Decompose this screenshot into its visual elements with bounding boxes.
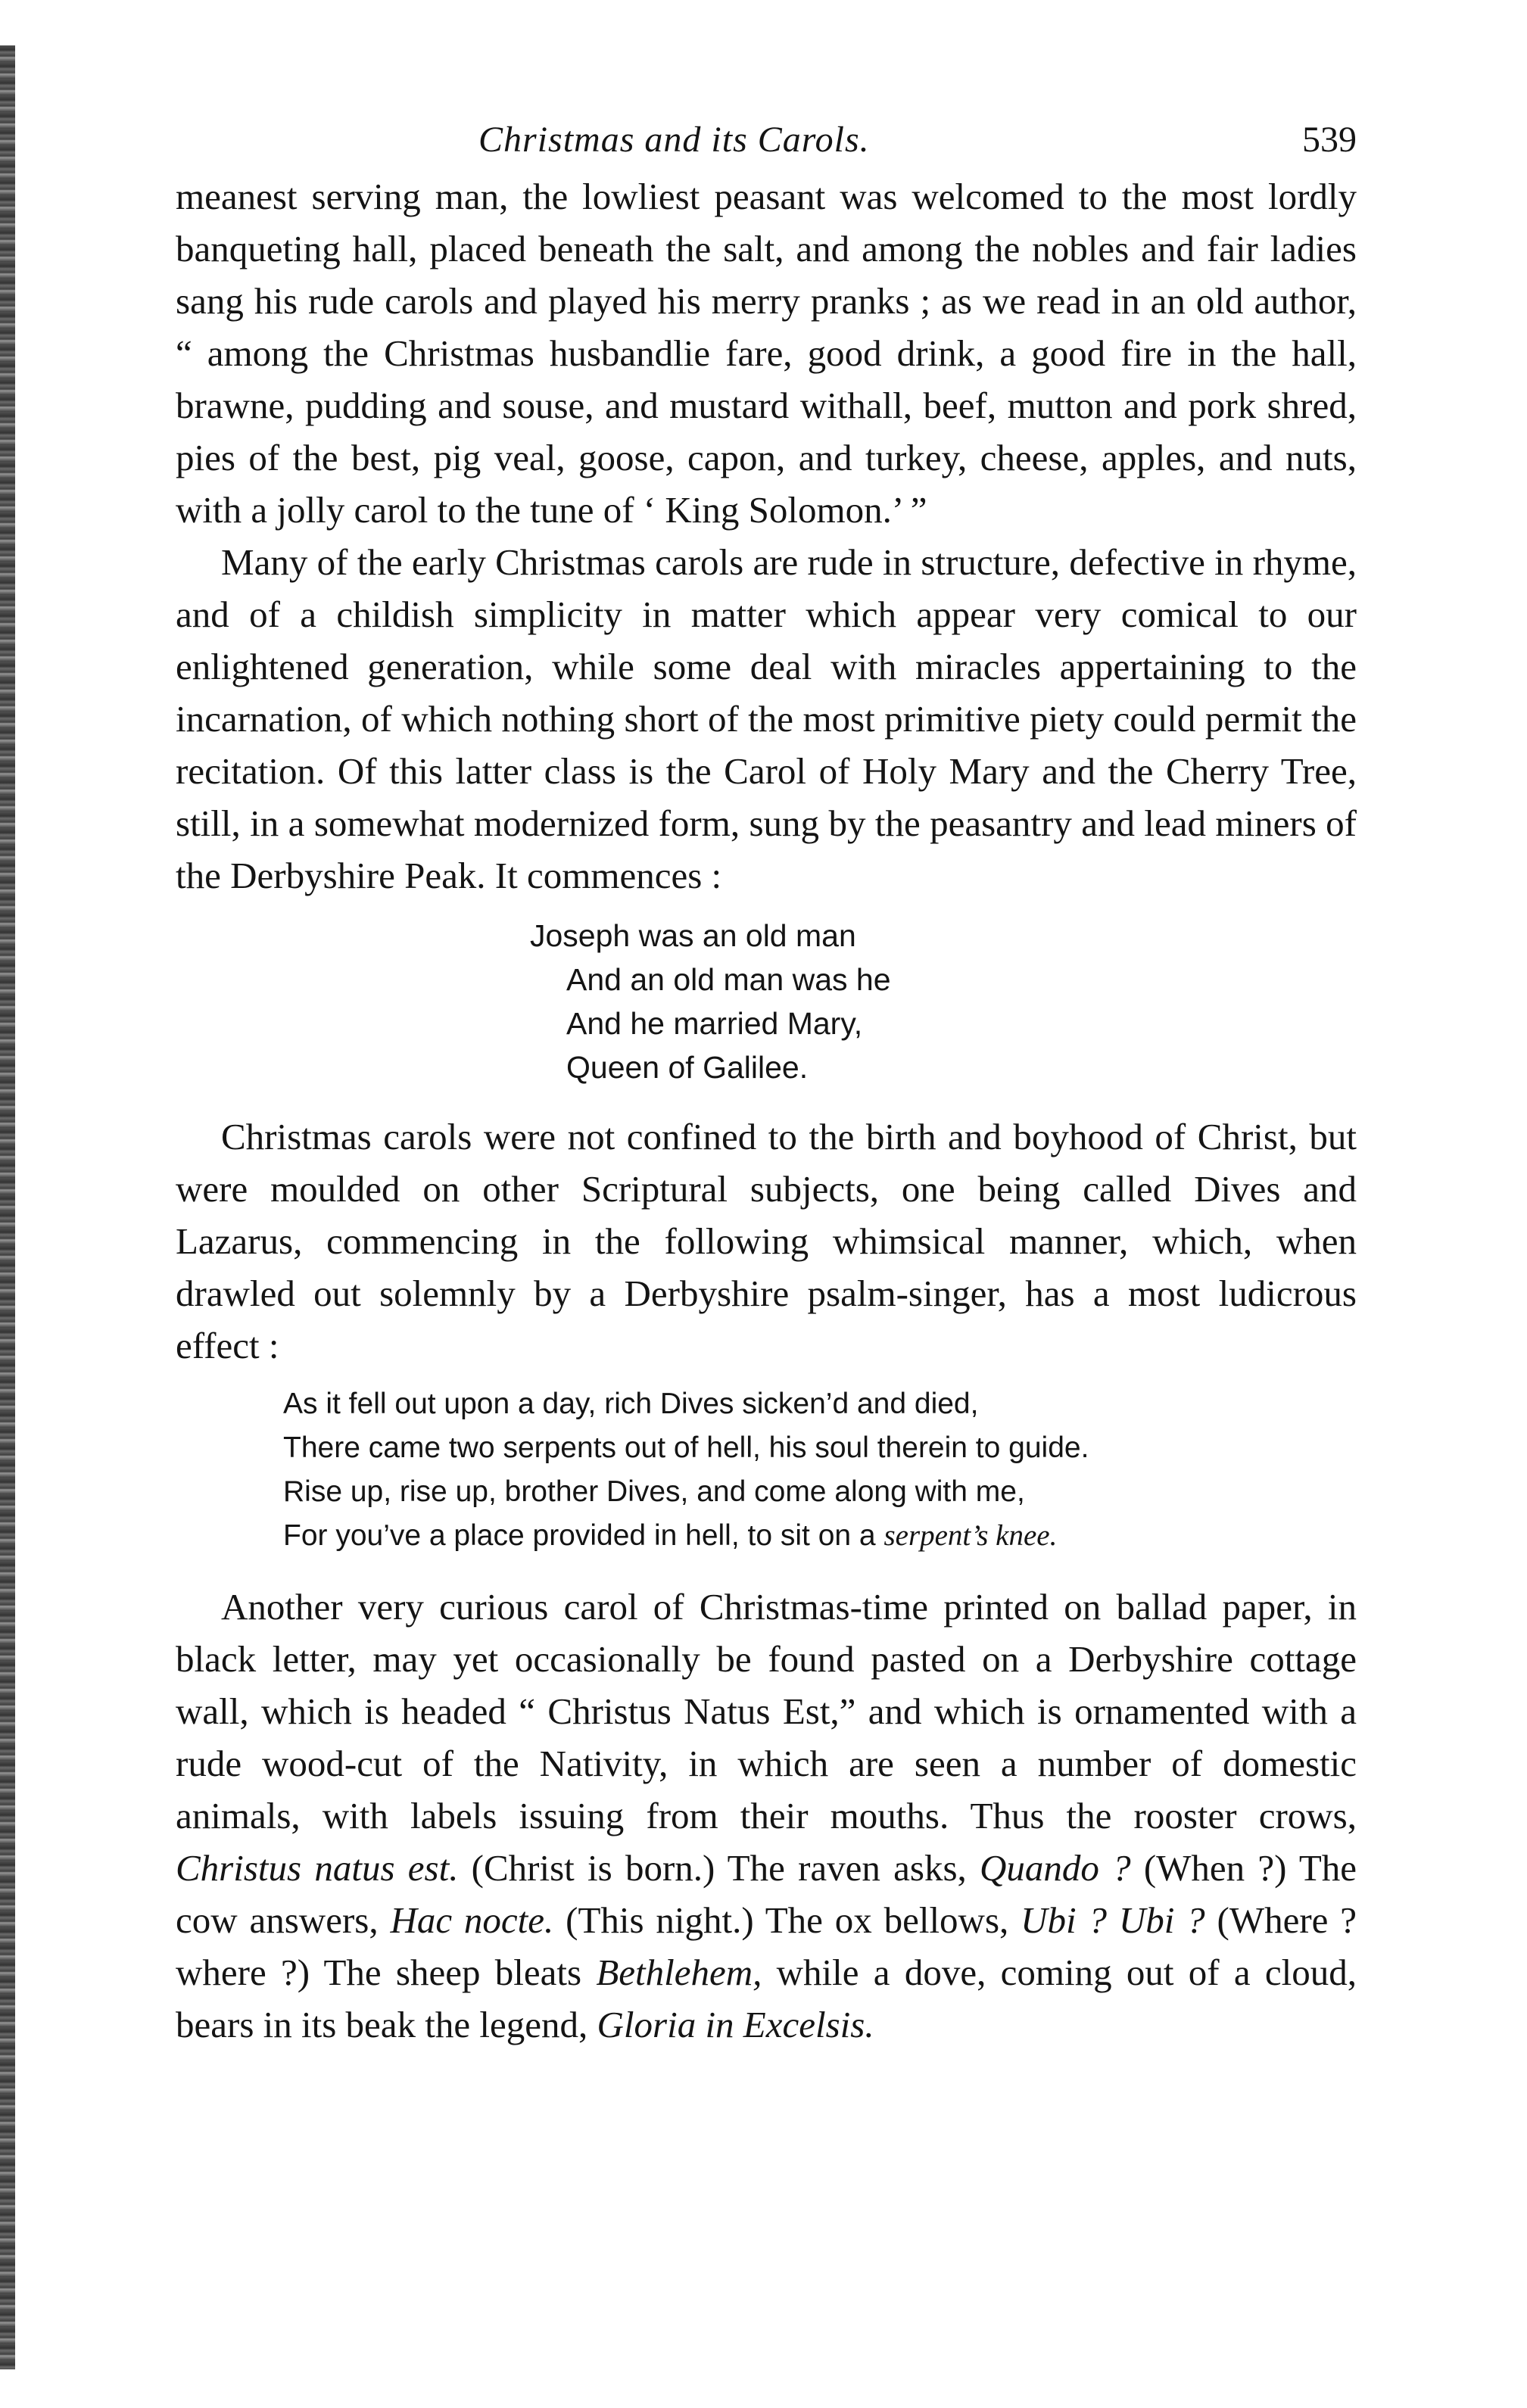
book-page (176, 110, 1357, 2051)
latin-phrase: Christus natus est. (176, 1847, 459, 1889)
text-segment: Another very curious carol of Christmas-time printed on ballad paper, in black letter, may yet occasionally be found pasted on a Derbyshire cottage wall, which is headed “ Christus Natus Est,” and which is ornamented with a rude wood-cut of the Nativity, in which are seen a number of domestic animals, with labels issuing from their mouths. Thus the rooster crows, (176, 1586, 1357, 1836)
verse-line: Rise up, rise up, brother Dives, and come along with me, (283, 1475, 1025, 1508)
verse-line: Joseph was an old man (530, 918, 856, 953)
running-head (176, 110, 1357, 170)
verse-cherry-tree (530, 914, 1357, 1089)
verse-line: Queen of Galilee. (566, 1050, 809, 1085)
latin-phrase: Quando ? (980, 1847, 1131, 1889)
latin-phrase: Gloria in Excelsis. (597, 2004, 874, 2045)
text-segment: (When ?) The cow answers, (176, 1847, 1357, 1941)
verse-line: And he married Mary, (566, 1006, 863, 1041)
running-title: Christmas and its Carols. (478, 120, 870, 160)
text-segment: (Christ is born.) The raven asks, (458, 1847, 980, 1889)
verse-line: And an old man was he (566, 962, 891, 997)
verse-dives (283, 1382, 1357, 1558)
text-segment: (This night.) The ox bellows, (553, 1899, 1021, 1941)
page-number: 539 (1302, 120, 1357, 160)
paragraph-christus-natus (176, 1581, 1357, 2051)
latin-phrase: Bethlehem, (596, 1952, 762, 1993)
paragraph-banquet: meanest serving man, the lowliest peasant was welcomed to the most lordly banqueting hall, placed beneath the salt, and among the nobles and fair ladies sang his rude carols and played his merry pranks ; as we read in an old author, “ among the Christmas husbandlie fare, good drink, a good fire in the hall, brawne, pudding and souse, and mustard withall, beef, mutton and pork shred, pies of the best, pig veal, goose, capon, and turkey, cheese, apples, and nuts, with a jolly carol to the tune of ‘ King Solomon.’ ” (176, 176, 1357, 531)
text-segment: (Where ? where ?) The sheep bleats (176, 1899, 1357, 1993)
verse-line-text: For you’ve a place provided in hell, to sit on a (283, 1519, 884, 1552)
verse-line: There came two serpents out of hell, his soul therein to guide. (283, 1431, 1089, 1464)
page-binding-edge (0, 45, 15, 2369)
paragraph-dives-lazarus: Christmas carols were not confined to the birth and boyhood of Christ, but were moulded on other Scriptural subjects, one being called Dives and Lazarus, commencing in the following whimsical manner, which, when drawled out solemnly by a Derbyshire psalm-singer, has a most ludicrous effect : (176, 1116, 1357, 1366)
latin-phrase: Hac nocte. (390, 1899, 554, 1941)
verse-line: As it fell out upon a day, rich Dives sicken’d and died, (283, 1388, 979, 1420)
verse-line-italic: serpent’s knee. (883, 1519, 1058, 1552)
paragraph-early-carols: Many of the early Christmas carols are rude in structure, defective in rhyme, and of a childish simplicity in matter which appear very comical to our enlightened generation, while some deal with miracles appertaining to the incarnation, of which nothing short of the most primitive piety could permit the recitation. Of this latter class is the Carol of Holy Mary and the Cherry Tree, still, in a somewhat modernized form, sung by the peasantry and lead miners of the Derbyshire Peak. It commences : (176, 541, 1357, 896)
latin-phrase: Ubi ? Ubi ? (1021, 1899, 1205, 1941)
text-segment: while a dove, coming out of a cloud, bears in its beak the legend, (176, 1952, 1357, 2045)
verse-line (283, 1514, 1357, 1558)
